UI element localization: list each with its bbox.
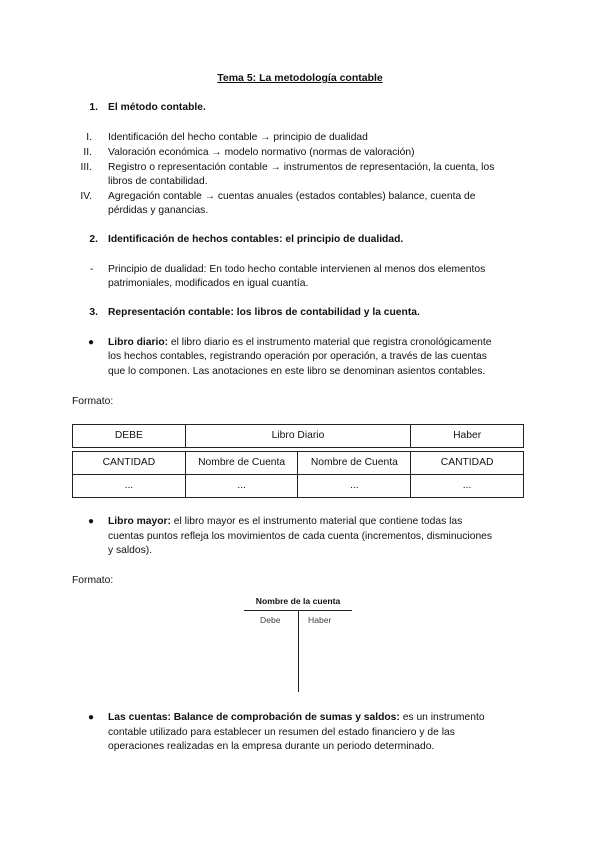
section-1-number: 1. xyxy=(89,102,98,113)
paragraph-line: patrimoniales, modificados en igual cuantía. xyxy=(108,278,309,289)
paragraph-line xyxy=(108,515,462,530)
bullet-icon: ● xyxy=(87,712,95,723)
document-title: Tema 5: La metodología contable xyxy=(217,72,383,84)
table-row xyxy=(73,475,524,498)
bullet-icon: ● xyxy=(87,337,95,348)
libro-diario-table xyxy=(72,424,524,498)
libro-mayor-label: Libro mayor: xyxy=(108,516,171,527)
cuentas-label: Las cuentas: Balance de comprobación de sumas y saldos: xyxy=(108,712,400,723)
table-header-cell: DEBE xyxy=(73,425,186,448)
list-item-text: Registro o representación contable → instrumentos de representación, la cuenta, los xyxy=(108,162,495,173)
formato-label: Formato: xyxy=(72,575,114,586)
table-cell: ... xyxy=(411,475,524,498)
table-header-row xyxy=(73,425,524,448)
table-row xyxy=(73,452,524,475)
dash-marker: - xyxy=(90,264,94,275)
libro-diario-label: Libro diario: xyxy=(108,337,169,348)
libro-diario-text: el libro diario es el instrumento material que registra cronológicamente xyxy=(168,337,492,348)
table-cell: CANTIDAD xyxy=(73,452,186,475)
t-account-diagram xyxy=(242,594,354,694)
table-cell: Nombre de Cuenta xyxy=(185,452,298,475)
t-account-debe-label: Debe xyxy=(260,615,281,625)
table-cell: Nombre de Cuenta xyxy=(298,452,411,475)
section-3-number: 3. xyxy=(89,307,98,318)
libro-mayor-text: el libro mayor es el instrumento material que contiene todas las xyxy=(170,516,463,527)
t-account-haber-label: Haber xyxy=(308,615,332,625)
t-account-title: Nombre de la cuenta xyxy=(255,596,341,606)
section-2-heading: Identificación de hechos contables: el principio de dualidad. xyxy=(108,234,404,245)
table-cell: CANTIDAD xyxy=(411,452,524,475)
paragraph-line: contable utilizado para establecer un resumen del estado financiero y de las xyxy=(108,727,455,738)
paragraph-line: los hechos contables, registrando operación por operación, a través de las cuentas xyxy=(108,351,487,362)
paragraph-line: Principio de dualidad: En todo hecho contable intervienen al menos dos elementos xyxy=(108,264,486,275)
list-item-text: pérdidas y ganancias. xyxy=(108,205,209,216)
paragraph-line: que lo componen. Las anotaciones en este libro se denominan asientos contables. xyxy=(108,366,486,377)
list-item-roman: I. xyxy=(86,132,92,143)
list-item-text: Agregación contable → cuentas anuales (estados contables) balance, cuenta de xyxy=(108,191,476,202)
cuentas-text: es un instrumento xyxy=(399,712,485,723)
paragraph-line xyxy=(108,336,491,351)
list-item-text: libros de contabilidad. xyxy=(108,176,208,187)
t-account-vertical-line xyxy=(298,610,299,692)
formato-label: Formato: xyxy=(72,396,114,407)
paragraph-line xyxy=(108,711,485,726)
paragraph-line: operaciones realizadas en la empresa durante un periodo determinado. xyxy=(108,741,435,752)
table-header-cell: Haber xyxy=(411,425,524,448)
paragraph-line: y saldos). xyxy=(108,545,153,556)
table-cell: ... xyxy=(73,475,186,498)
section-2-number: 2. xyxy=(89,234,98,245)
list-item-roman: IV. xyxy=(80,191,92,202)
paragraph-line: cuentas puntos refleja los movimientos de cada cuenta (incrementos, disminuciones xyxy=(108,531,493,542)
list-item-text: Identificación del hecho contable → principio de dualidad xyxy=(108,132,368,143)
table-cell: ... xyxy=(185,475,298,498)
list-item-roman: II. xyxy=(83,147,92,158)
table-header-cell: Libro Diario xyxy=(185,425,410,448)
section-3-heading: Representación contable: los libros de contabilidad y la cuenta. xyxy=(108,307,420,318)
section-1-heading: El método contable. xyxy=(108,102,206,113)
table-cell: ... xyxy=(298,475,411,498)
list-item-roman: III. xyxy=(80,162,92,173)
bullet-icon: ● xyxy=(87,516,95,527)
list-item-text: Valoración económica → modelo normativo (normas de valoración) xyxy=(108,147,415,158)
